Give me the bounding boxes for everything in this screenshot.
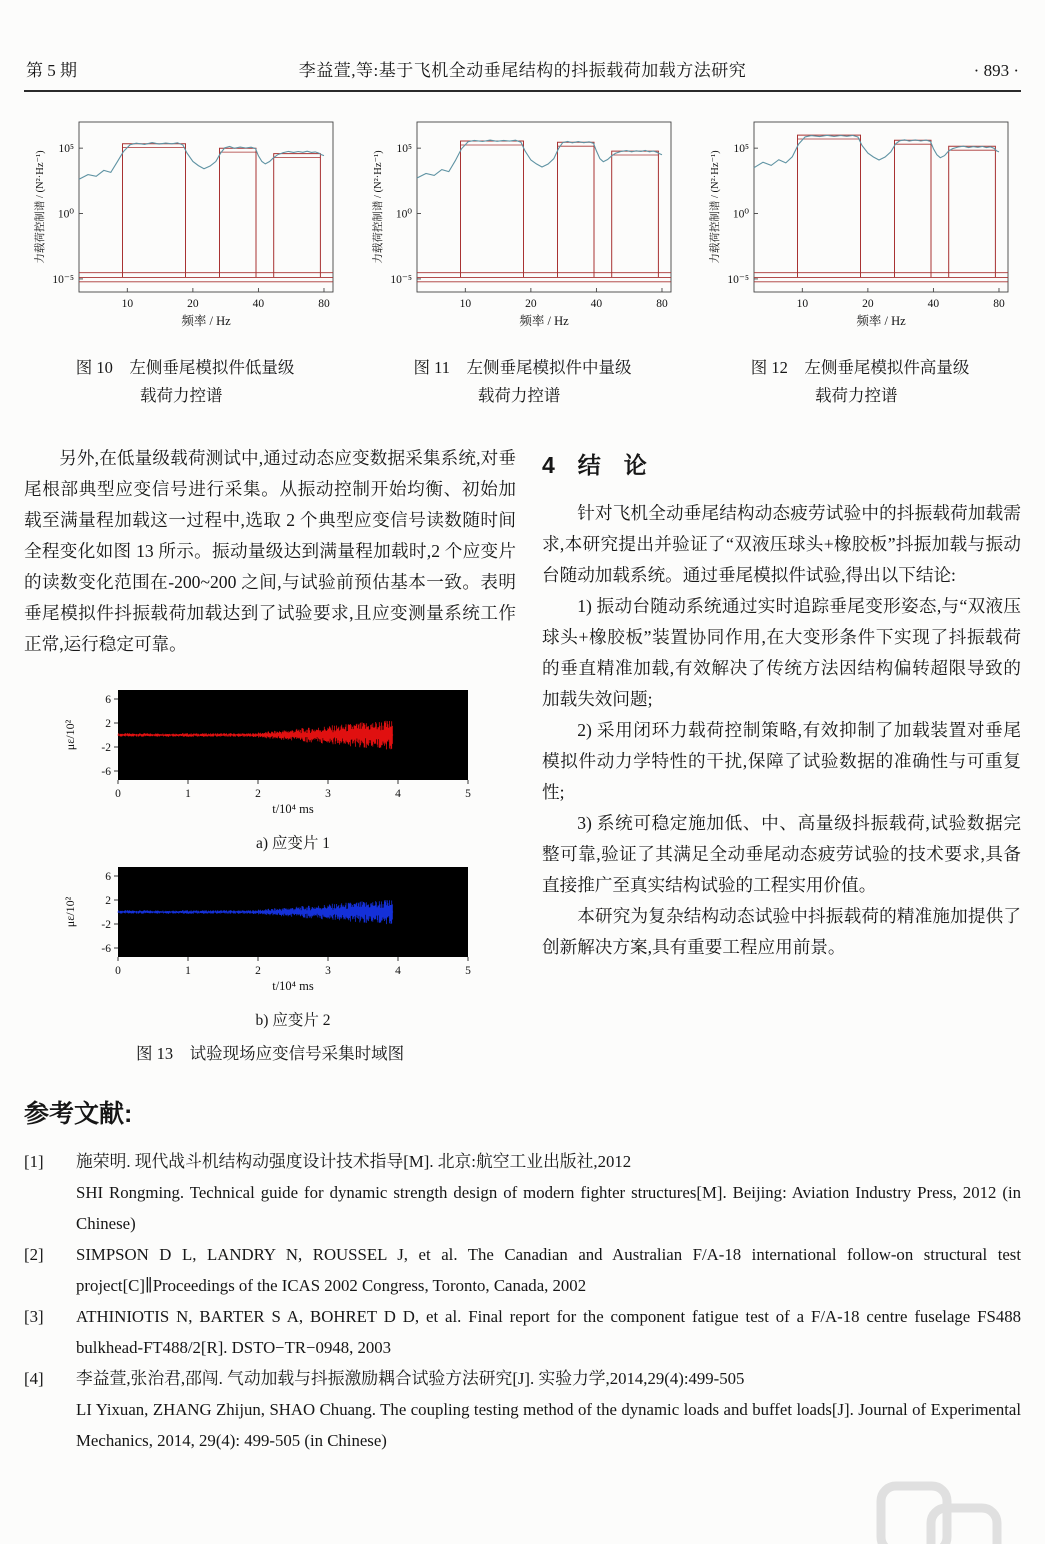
page-number: · 893 · [973,61,1019,80]
caption-line-2: 载荷力控谱 [815,386,898,406]
right-column [542,443,1021,1064]
reference-item [24,1363,1021,1456]
reference-item [24,1239,1021,1301]
svg-text:4: 4 [395,964,401,977]
conclusion-paragraph: 1) 振动台随动系统通过实时追踪垂尾变形姿态,与“双液压球头+橡胶板”装置协同作用,在大变形条件下实现了抖振载荷的垂直精准加载,有效解决了传统方法因结构偏转超限导致的加载失效问题; [542,596,1021,709]
figure-11-caption [413,354,631,412]
svg-text:80: 80 [318,297,330,310]
svg-text:10⁰: 10⁰ [395,208,412,221]
running-title: 李益萱,等:基于飞机全动垂尾结构的抖振载荷加载方法研究 [298,61,747,80]
svg-text:20: 20 [862,297,874,310]
conclusion-paragraph: 针对飞机全动垂尾结构动态疲劳试验中的抖振载荷加载需求,本研究提出并验证了“双液压球头+橡胶板”抖振加载与振动台随动加载系统。通过垂尾模拟件试验,得出以下结论: [542,503,1021,586]
svg-text:10: 10 [459,297,471,310]
svg-text:6: 6 [105,870,111,883]
figure-12-caption [751,354,970,412]
psd-chart-high-level [704,112,1016,346]
conclusion-paragraph: 3) 系统可稳定施加低、中、高量级抖振载荷,试验数据完整可靠,验证了其满足全动垂尾动态疲劳试验的技术要求,具备直接推广至真实结构试验的工程实用价值。 [542,812,1021,895]
two-column-body [0,443,1045,1064]
figure-10 [24,112,346,412]
reference-text: SHI Rongming. Technical guide for dynamic strength design of modern fighter structures[M]. Beijing: Aviation Industry Press, 2012 (in Chinese) [76,1182,1021,1234]
svg-text:频率 / Hz: 频率 / Hz [181,313,231,328]
svg-text:2: 2 [105,894,111,907]
svg-text:2: 2 [105,717,111,730]
references-heading: 参考文献: [24,1099,133,1128]
svg-text:0: 0 [115,964,121,977]
svg-text:με/10²: με/10² [63,719,77,751]
reference-body [76,1146,1021,1239]
paragraph-strain-measurement: 另外,在低量级载荷测试中,通过动态应变数据采集系统,对垂尾根部典型应变信号进行采集。从振动控制开始均衡、初始加载至满量程加载这一过程中,选取 2 个典型应变信号读数随时间全程变化如图 13 所示。振动量级达到满量程加载时,2 个应变片的读数变化范围在-200~200 之间,与试验前预估基本一致。表明垂尾模拟件抖振载荷加载达到了试验要求,且应变测量系统工作正常,运行稳定可靠。 [24,448,516,654]
references-list [0,1146,1045,1457]
svg-text:-2: -2 [101,741,111,754]
caption-line-1: 图 10 左侧垂尾模拟件低量级 [75,357,295,377]
svg-text:10⁵: 10⁵ [395,142,412,155]
svg-text:t/10⁴ ms: t/10⁴ ms [272,978,314,993]
left-column [24,443,516,1064]
reference-item [24,1146,1021,1239]
issue-label: 第 5 期 [26,61,77,80]
page-header [0,0,1045,81]
reference-text: ATHINIOTIS N, BARTER S A, BOHRET D D, et al. Final report for the component fatigue test of a F/A-18 centre fuselage FS488 bulkhead-FT488/2[R]. DSTO−TR−0948, 2003 [76,1307,1021,1358]
svg-text:t/10⁴ ms: t/10⁴ ms [272,801,314,816]
svg-text:10⁻⁵: 10⁻⁵ [389,273,412,286]
conclusion-paragraph: 本研究为复杂结构动态试验中抖振载荷的精准施加提供了创新解决方案,具有重要工程应用前景。 [542,905,1021,957]
svg-text:80: 80 [655,297,668,310]
svg-text:10: 10 [121,297,134,310]
svg-text:20: 20 [187,297,199,310]
svg-text:-6: -6 [101,765,111,778]
svg-text:力载荷控制谱 / (N²·Hz⁻¹): 力载荷控制谱 / (N²·Hz⁻¹) [35,149,46,264]
svg-text:5: 5 [465,964,471,977]
caption-line-2: 载荷力控谱 [477,386,561,406]
reference-marker: [3] [24,1307,44,1327]
svg-text:-6: -6 [101,942,111,955]
svg-text:-2: -2 [101,918,111,931]
svg-text:2: 2 [255,964,261,977]
svg-text:4: 4 [395,787,401,800]
svg-text:5: 5 [465,787,471,800]
svg-text:40: 40 [252,297,265,310]
reference-text: 施荣明. 现代战斗机结构动强度设计技术指导[M]. 北京:航空工业出版社,2012 [76,1151,632,1171]
svg-text:40: 40 [590,297,602,310]
svg-text:10⁻⁵: 10⁻⁵ [52,273,74,286]
reference-body [76,1363,1021,1456]
svg-text:力载荷控制谱 / (N²·Hz⁻¹): 力载荷控制谱 / (N²·Hz⁻¹) [710,149,721,264]
section-heading-conclusion: 4 结 论 [542,452,647,479]
svg-text:10: 10 [796,297,809,310]
header-rule [24,90,1021,92]
reference-body [76,1239,1021,1301]
svg-text:频率 / Hz: 频率 / Hz [518,313,569,328]
svg-text:με/10²: με/10² [63,896,77,928]
svg-text:40: 40 [927,297,940,310]
strain-gauge-1-chart [60,684,480,826]
figure-13-caption: 图 13 试验现场应变信号采集时域图 [135,1043,405,1063]
psd-figures-row [0,112,1045,412]
svg-text:10⁵: 10⁵ [733,142,749,155]
figure-12 [699,112,1021,412]
psd-chart-mid-level [367,112,679,346]
strain-gauge-2-chart [60,861,480,1003]
svg-text:10⁻⁵: 10⁻⁵ [727,273,749,286]
reference-marker: [2] [24,1245,44,1265]
psd-chart-low-level [29,112,341,346]
svg-text:80: 80 [993,297,1005,310]
svg-text:力载荷控制谱 / (N²·Hz⁻¹): 力载荷控制谱 / (N²·Hz⁻¹) [372,149,384,264]
reference-text: LI Yixuan, ZHANG Zhijun, SHAO Chuang. The coupling testing method of the dynamic loads and buffet loads[J]. Journal of Experimental Mechanics, 2014, 29(4): 499-505 (in Chinese) [76,1400,1021,1451]
svg-text:2: 2 [255,787,261,800]
caption-line-2: 载荷力控谱 [140,386,223,406]
reference-text: SIMPSON D L, LANDRY N, ROUSSEL J, et al. The Canadian and Australian F/A-18 international follow-on structural test project[C]∥Proceedings of the ICAS 2002 Congress, Toronto, Canada, 2002 [76,1245,1021,1296]
figure-11 [362,112,684,412]
caption-line-1: 图 11 左侧垂尾模拟件中量级 [413,357,632,377]
svg-text:10⁰: 10⁰ [732,208,749,221]
svg-text:10⁵: 10⁵ [58,142,74,155]
reference-marker: [1] [24,1151,44,1171]
figure-13 [24,684,516,1064]
svg-text:10⁰: 10⁰ [57,208,74,221]
strain-gauge-2-label: b) 应变片 2 [255,1011,331,1029]
scanner-watermark-logo [865,1464,1015,1544]
reference-marker: [4] [24,1369,44,1389]
svg-text:6: 6 [105,693,111,706]
strain-gauge-1-label: a) 应变片 1 [255,834,331,852]
svg-text:1: 1 [185,964,191,977]
svg-text:20: 20 [524,297,537,310]
reference-item [24,1301,1021,1363]
conclusion-paragraph: 2) 采用闭环力载荷控制策略,有效抑制了加载装置对垂尾模拟件动力学特性的干扰,保障了试验数据的准确性与可重复性; [542,719,1021,802]
reference-body [76,1301,1021,1363]
svg-text:1: 1 [185,787,191,800]
reference-text: 李益萱,张治君,邵闯. 气动加载与抖振激励耦合试验方法研究[J]. 实验力学,2014,29(4):499-505 [76,1369,745,1389]
svg-text:3: 3 [325,787,331,800]
svg-text:3: 3 [325,964,331,977]
figure-10-caption [76,354,295,412]
svg-text:频率 / Hz: 频率 / Hz [856,313,906,328]
caption-line-1: 图 12 左侧垂尾模拟件高量级 [750,357,970,377]
svg-text:0: 0 [115,787,121,800]
